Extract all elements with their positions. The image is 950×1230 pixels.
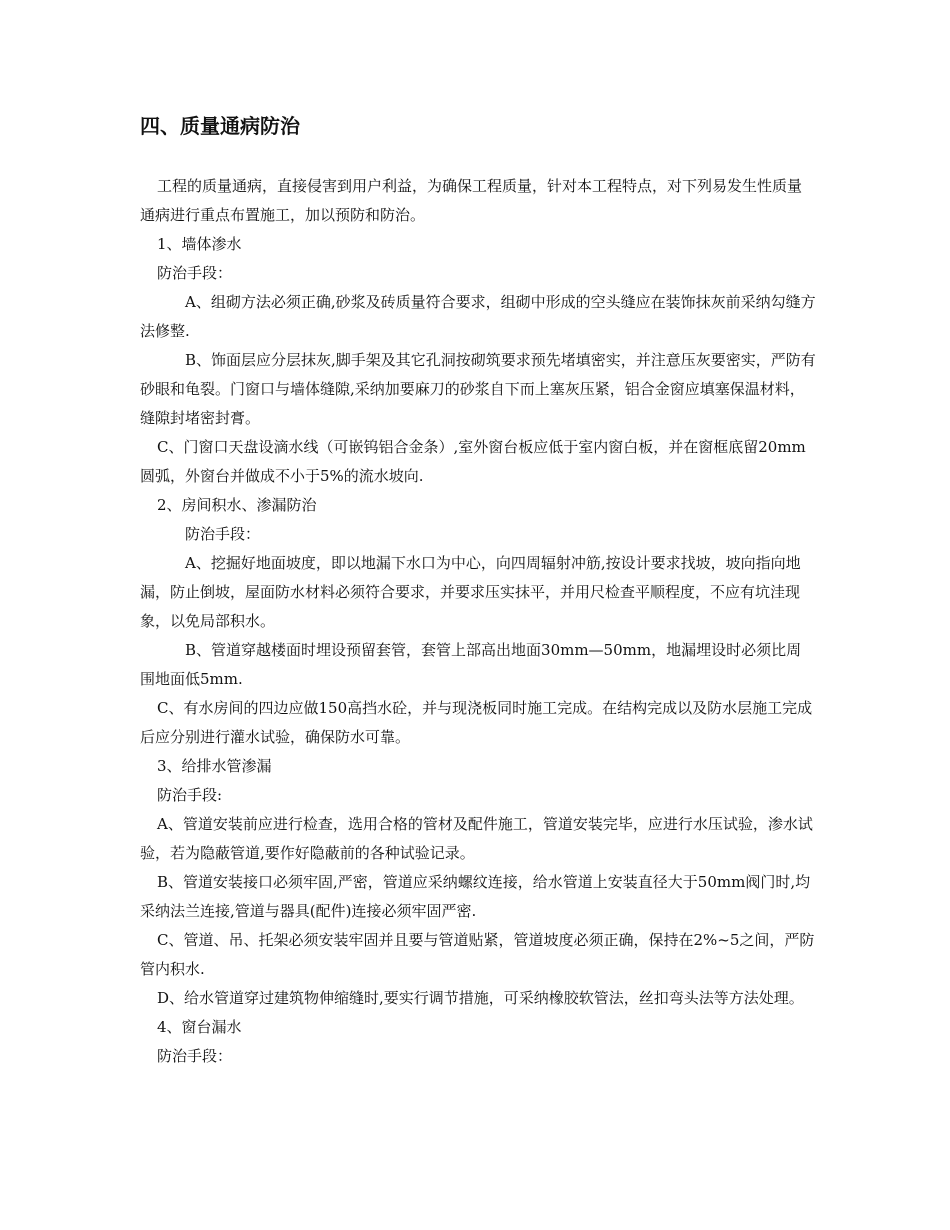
label-prevention-means: 防治手段： xyxy=(185,525,261,543)
heading-wall-seepage: 1、墙体渗水 xyxy=(157,235,242,253)
paragraph-item: B、饰面层应分层抹灰,脚手架及其它孔洞按砌筑要求预先堵填密实，并注意压灰要密实，严防有砂眼和龟裂。门窗口与墙体缝隙,采纳加要麻刀的砂浆自下而上塞灰压紧，铝合金窗应填塞保温材料，缝隙封堵密封膏。 xyxy=(140,351,816,427)
heading-pipe-leakage: 3、给排水管渗漏 xyxy=(157,757,272,775)
label-prevention-means: 防治手段: xyxy=(157,786,223,804)
paragraph-item: A、挖掘好地面坡度，即以地漏下水口为中心，向四周辐射冲筋,按设计要求找坡，坡向指向地漏，防止倒坡，屋面防水材料必须符合要求，并要求压实抹平，并用尺检查平顺程度，不应有坑洼现象，以免局部积水。 xyxy=(140,554,801,630)
paragraph-item: C、有水房间的四边应做150高挡水砼，并与现浇板同时施工完成。在结构完成以及防水层施工完成后应分别进行灌水试验，确保防水可靠。 xyxy=(140,699,813,746)
paragraph-item: D、给水管道穿过建筑物伸缩缝时,要实行调节措施，可采纳橡胶软管法，丝扣弯头法等方法处理。 xyxy=(157,989,804,1007)
heading-window-sill: 4、窗台漏水 xyxy=(157,1018,242,1036)
document-body xyxy=(140,172,816,1071)
paragraph-intro: 工程的质量通病，直接侵害到用户利益，为确保工程质量，针对本工程特点，对下列易发生性质量通病进行重点布置施工，加以预防和防治。 xyxy=(140,177,803,224)
section-title: 四、质量通病防治 xyxy=(140,114,300,138)
paragraph-item: A、管道安装前应进行检查，选用合格的管材及配件施工，管道安装完毕，应进行水压试验，渗水试验，若为隐蔽管道,要作好隐蔽前的各种试验记录。 xyxy=(140,815,813,862)
paragraph-item: B、管道穿越楼面时埋设预留套管，套管上部高出地面30mm—50mm，地漏埋设时必须比周围地面低5mm. xyxy=(140,641,802,688)
paragraph-item: A、组砌方法必须正确,砂浆及砖质量符合要求，组砌中形成的空头缝应在装饰抹灰前采纳勾缝方法修整. xyxy=(140,293,816,340)
label-prevention-means: 防治手段： xyxy=(157,264,233,282)
paragraph-item: C、门窗口天盘设滴水线（可嵌钨铝合金条）,室外窗台板应低于室内窗白板，并在窗框底留20mm圆弧，外窗台并做成不小于5%的流水坡向. xyxy=(140,438,806,485)
paragraph-item: B、管道安装接口必须牢固,严密，管道应采纳螺纹连接，给水管道上安装直径大于50mm阀门时,均采纳法兰连接,管道与器具(配件)连接必须牢固严密. xyxy=(140,873,811,920)
label-prevention-means: 防治手段： xyxy=(157,1047,233,1065)
paragraph-item: C、管道、吊、托架必须安装牢固并且要与管道贴紧，管道坡度必须正确，保持在2%~5之间，严防管内积水. xyxy=(140,931,815,978)
heading-room-water: 2、房间积水、渗漏防治 xyxy=(157,496,317,514)
